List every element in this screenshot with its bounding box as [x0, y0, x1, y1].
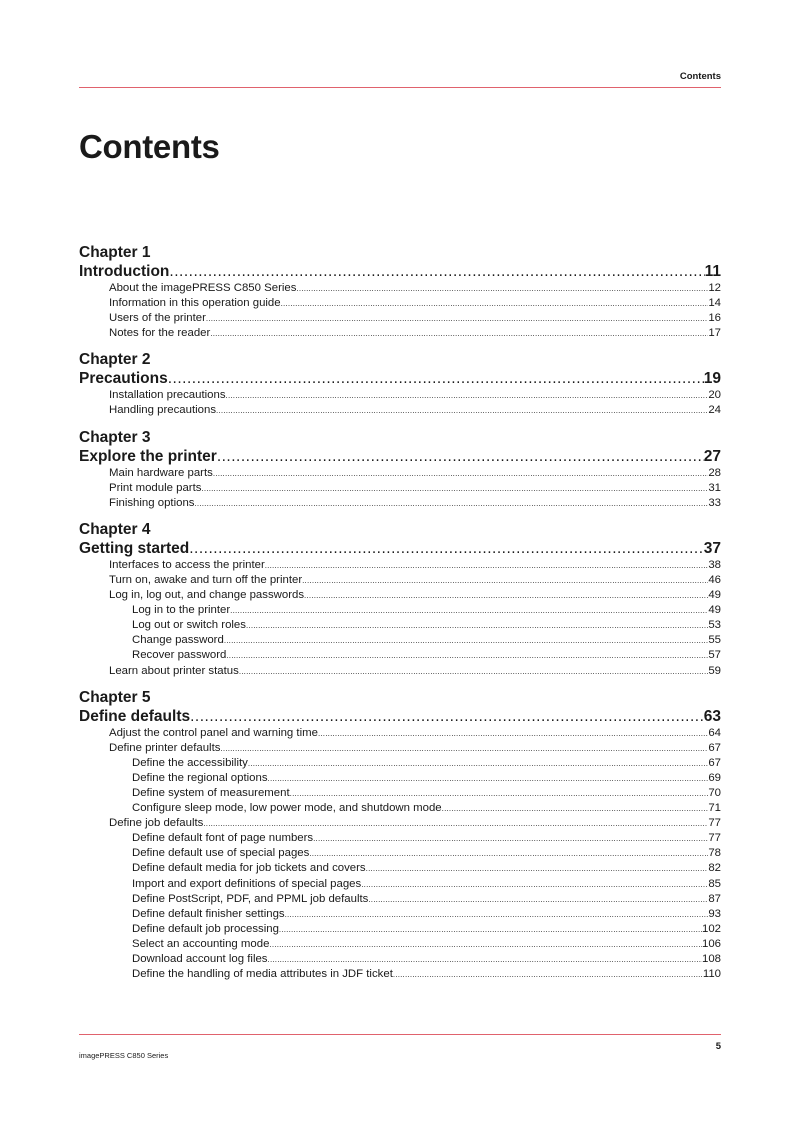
toc-section-entry[interactable] — [79, 326, 721, 341]
toc-section-entry[interactable] — [79, 466, 721, 481]
toc-chapter — [79, 243, 721, 341]
toc-entry-page: 12 — [708, 282, 721, 294]
toc-entry-title: Print module parts — [109, 481, 202, 494]
toc-entry-page: 27 — [703, 447, 721, 465]
toc-entry-title: Define default use of special pages — [132, 847, 310, 860]
toc-entry-title: Define defaults — [79, 707, 191, 725]
toc-subsection-entry[interactable] — [79, 618, 721, 633]
toc-section-entry[interactable] — [79, 588, 721, 603]
toc-chapter-entry[interactable] — [79, 447, 721, 466]
chapter-label: Chapter 5 — [79, 688, 151, 706]
toc-subsection-entry[interactable] — [79, 877, 721, 892]
toc-subsection-entry[interactable] — [79, 922, 721, 937]
toc-entry-page: 102 — [701, 922, 721, 935]
toc-entry-page: 108 — [701, 953, 721, 965]
toc-chapter — [79, 688, 721, 983]
toc-entry-title: Define default media for job tickets and covers — [132, 862, 366, 875]
toc-entry-title: Finishing options — [109, 496, 195, 509]
toc-chapter-entry[interactable] — [79, 539, 721, 558]
toc-entry-page: 77 — [708, 817, 721, 830]
toc-subsection-entry[interactable] — [79, 892, 721, 907]
toc-leader-dots — [268, 771, 709, 786]
toc-entry-page: 82 — [708, 862, 721, 875]
toc-entry-page: 85 — [708, 877, 721, 890]
toc-leader-dots — [290, 786, 709, 801]
toc-entry-page: 24 — [708, 404, 721, 417]
footer-rule — [79, 1034, 721, 1035]
toc-leader-dots — [302, 573, 708, 588]
toc-leader-dots — [168, 369, 704, 388]
toc-section-entry[interactable] — [79, 558, 721, 573]
toc-entry-page: 87 — [708, 892, 721, 905]
toc-entry-page: 17 — [708, 327, 721, 340]
toc-section-entry[interactable] — [79, 296, 721, 311]
toc-entry-title: Change password — [132, 634, 224, 647]
toc-leader-dots — [281, 296, 709, 311]
toc-subsection-entry[interactable] — [79, 937, 721, 952]
toc-subsection-entry[interactable] — [79, 603, 721, 618]
toc-entry-page: 71 — [708, 802, 721, 815]
toc-subsection-entry[interactable] — [79, 846, 721, 861]
toc-chapter-entry[interactable] — [79, 262, 721, 281]
toc-subsection-entry[interactable] — [79, 771, 721, 786]
toc-entry-page: 69 — [708, 771, 721, 784]
toc-leader-dots — [279, 922, 702, 937]
toc-section-entry[interactable] — [79, 281, 721, 296]
footer-product-name: imagePRESS C850 Series — [79, 1051, 169, 1060]
toc-leader-dots — [318, 726, 708, 741]
toc-entry-page: 70 — [708, 786, 721, 799]
toc-entry-page: 31 — [708, 481, 721, 494]
header-rule — [79, 87, 721, 88]
toc-leader-dots — [189, 539, 704, 558]
toc-leader-dots — [366, 861, 709, 876]
toc-entry-title: Recover password — [132, 649, 227, 662]
toc-entry-page: 67 — [708, 756, 721, 769]
toc-entry-page: 33 — [708, 496, 721, 509]
toc-entry-title: Handling precautions — [109, 404, 217, 417]
toc-subsection-entry[interactable] — [79, 648, 721, 663]
toc-leader-dots — [210, 326, 708, 341]
toc-section-entry[interactable] — [79, 388, 721, 403]
toc-entry-title: Precautions — [79, 370, 168, 388]
toc-leader-dots — [220, 741, 708, 756]
toc-leader-dots — [201, 481, 708, 496]
toc-leader-dots — [265, 558, 709, 573]
toc-leader-dots — [190, 707, 704, 726]
running-header: Contents — [679, 71, 721, 82]
toc-entry-title: Information in this operation guide — [109, 297, 281, 310]
toc-entry-page: 57 — [708, 649, 721, 662]
toc-entry-title: Getting started — [79, 539, 190, 557]
toc-chapter-entry[interactable] — [79, 369, 721, 388]
toc-entry-title: Adjust the control panel and warning time — [109, 726, 318, 739]
toc-entry-title: Configure sleep mode, low power mode, and shutdown mode — [132, 802, 442, 815]
toc-entry-title: Learn about printer status — [109, 664, 239, 677]
toc-subsection-entry[interactable] — [79, 907, 721, 922]
toc-section-entry[interactable] — [79, 573, 721, 588]
toc-entry-title: Download account log files — [132, 953, 268, 965]
toc-chapter — [79, 350, 721, 418]
toc-chapter-entry[interactable] — [79, 707, 721, 726]
toc-leader-dots — [226, 388, 709, 403]
toc-subsection-entry[interactable] — [79, 756, 721, 771]
toc-section-entry[interactable] — [79, 311, 721, 326]
toc-leader-dots — [230, 603, 708, 618]
toc-entry-page: 28 — [708, 466, 721, 479]
toc-entry-page: 106 — [701, 937, 721, 950]
table-of-contents — [79, 243, 721, 991]
toc-subsection-entry[interactable] — [79, 967, 721, 982]
chapter-label: Chapter 4 — [79, 520, 151, 538]
toc-entry-title: Define job defaults — [109, 817, 204, 830]
toc-subsection-entry[interactable] — [79, 952, 721, 967]
toc-entry-page: 67 — [708, 741, 721, 754]
page-title: Contents — [79, 128, 220, 165]
toc-entry-title: Installation precautions — [109, 389, 226, 402]
toc-entry-page: 77 — [708, 832, 721, 845]
toc-leader-dots — [169, 262, 704, 281]
toc-subsection-entry[interactable] — [79, 831, 721, 846]
toc-entry-page: 49 — [708, 589, 721, 602]
chapter-label: Chapter 1 — [79, 244, 151, 261]
toc-entry-title: Notes for the reader — [109, 327, 211, 340]
toc-entry-title: Define default job processing — [132, 922, 279, 935]
toc-entry-title: Define printer defaults — [109, 741, 221, 754]
toc-leader-dots — [203, 816, 708, 831]
toc-leader-dots — [304, 588, 708, 603]
toc-leader-dots — [217, 447, 704, 466]
toc-section-entry[interactable] — [79, 741, 721, 756]
toc-section-entry[interactable] — [79, 496, 721, 511]
toc-entry-title: Turn on, awake and turn off the printer — [109, 573, 303, 586]
toc-entry-page: 19 — [703, 370, 721, 388]
toc-leader-dots — [393, 967, 703, 982]
toc-leader-dots — [313, 831, 708, 846]
toc-section-entry[interactable] — [79, 664, 721, 679]
toc-entry-title: About the imagePRESS C850 Series — [109, 282, 297, 294]
toc-leader-dots — [239, 664, 709, 679]
toc-leader-dots — [368, 892, 708, 907]
toc-leader-dots — [224, 633, 709, 648]
toc-leader-dots — [268, 952, 702, 967]
toc-entry-page: 11 — [704, 263, 721, 280]
toc-entry-page: 59 — [708, 664, 721, 677]
toc-entry-page: 64 — [708, 726, 721, 739]
chapter-label: Chapter 3 — [79, 428, 151, 446]
toc-entry-page: 78 — [708, 847, 721, 860]
toc-leader-dots — [309, 846, 708, 861]
toc-entry-page: 38 — [708, 558, 721, 571]
toc-leader-dots — [442, 801, 709, 816]
toc-subsection-entry[interactable] — [79, 861, 721, 876]
toc-entry-page: 49 — [708, 604, 721, 617]
toc-leader-dots — [248, 756, 708, 771]
toc-entry-title: Main hardware parts — [109, 466, 213, 479]
toc-entry-title: Log out or switch roles — [132, 619, 246, 632]
toc-subsection-entry[interactable] — [79, 801, 721, 816]
toc-leader-dots — [285, 907, 709, 922]
toc-entry-title: Define the regional options — [132, 771, 268, 784]
toc-section-entry[interactable] — [79, 403, 721, 418]
toc-section-entry[interactable] — [79, 816, 721, 831]
toc-leader-dots — [361, 877, 708, 892]
toc-entry-title: Introduction — [79, 263, 170, 280]
toc-entry-page: 14 — [708, 297, 721, 310]
toc-leader-dots — [246, 618, 708, 633]
toc-section-entry[interactable] — [79, 726, 721, 741]
toc-entry-page: 20 — [708, 389, 721, 402]
toc-entry-page: 55 — [708, 634, 721, 647]
toc-entry-title: Log in to the printer — [132, 604, 231, 617]
chapter-label: Chapter 2 — [79, 351, 151, 369]
toc-entry-page: 46 — [708, 573, 721, 586]
toc-section-entry[interactable] — [79, 481, 721, 496]
toc-entry-page: 63 — [703, 707, 721, 725]
toc-entry-title: Define default finisher settings — [132, 907, 285, 920]
toc-entry-title: Define PostScript, PDF, and PPML job defaults — [132, 892, 369, 905]
toc-entry-title: Explore the printer — [79, 447, 217, 465]
toc-leader-dots — [296, 281, 708, 296]
page-number: 5 — [715, 1041, 721, 1052]
toc-entry-title: Define default font of page numbers — [132, 832, 314, 845]
toc-entry-page: 53 — [708, 619, 721, 632]
toc-entry-title: Import and export definitions of special pages — [132, 877, 362, 890]
toc-entry-title: Define system of measurement — [132, 786, 290, 799]
toc-entry-title: Users of the printer — [109, 312, 206, 325]
toc-subsection-entry[interactable] — [79, 786, 721, 801]
toc-chapter — [79, 520, 721, 679]
toc-leader-dots — [216, 403, 708, 418]
toc-leader-dots — [226, 648, 708, 663]
toc-entry-page: 16 — [708, 312, 721, 325]
toc-leader-dots — [213, 466, 708, 481]
toc-entry-page: 110 — [702, 968, 721, 981]
toc-entry-page: 93 — [708, 907, 721, 920]
toc-entry-title: Log in, log out, and change passwords — [109, 589, 305, 602]
toc-subsection-entry[interactable] — [79, 633, 721, 648]
toc-leader-dots — [194, 496, 708, 511]
toc-entry-title: Interfaces to access the printer — [109, 558, 265, 571]
toc-leader-dots — [206, 311, 708, 326]
toc-entry-title: Define the handling of media attributes in JDF ticket — [132, 968, 393, 981]
toc-entry-page: 37 — [703, 539, 721, 557]
toc-entry-title: Select an accounting mode — [132, 937, 270, 950]
toc-chapter — [79, 428, 721, 511]
toc-entry-title: Define the accessibility — [132, 756, 248, 769]
toc-leader-dots — [269, 937, 702, 952]
